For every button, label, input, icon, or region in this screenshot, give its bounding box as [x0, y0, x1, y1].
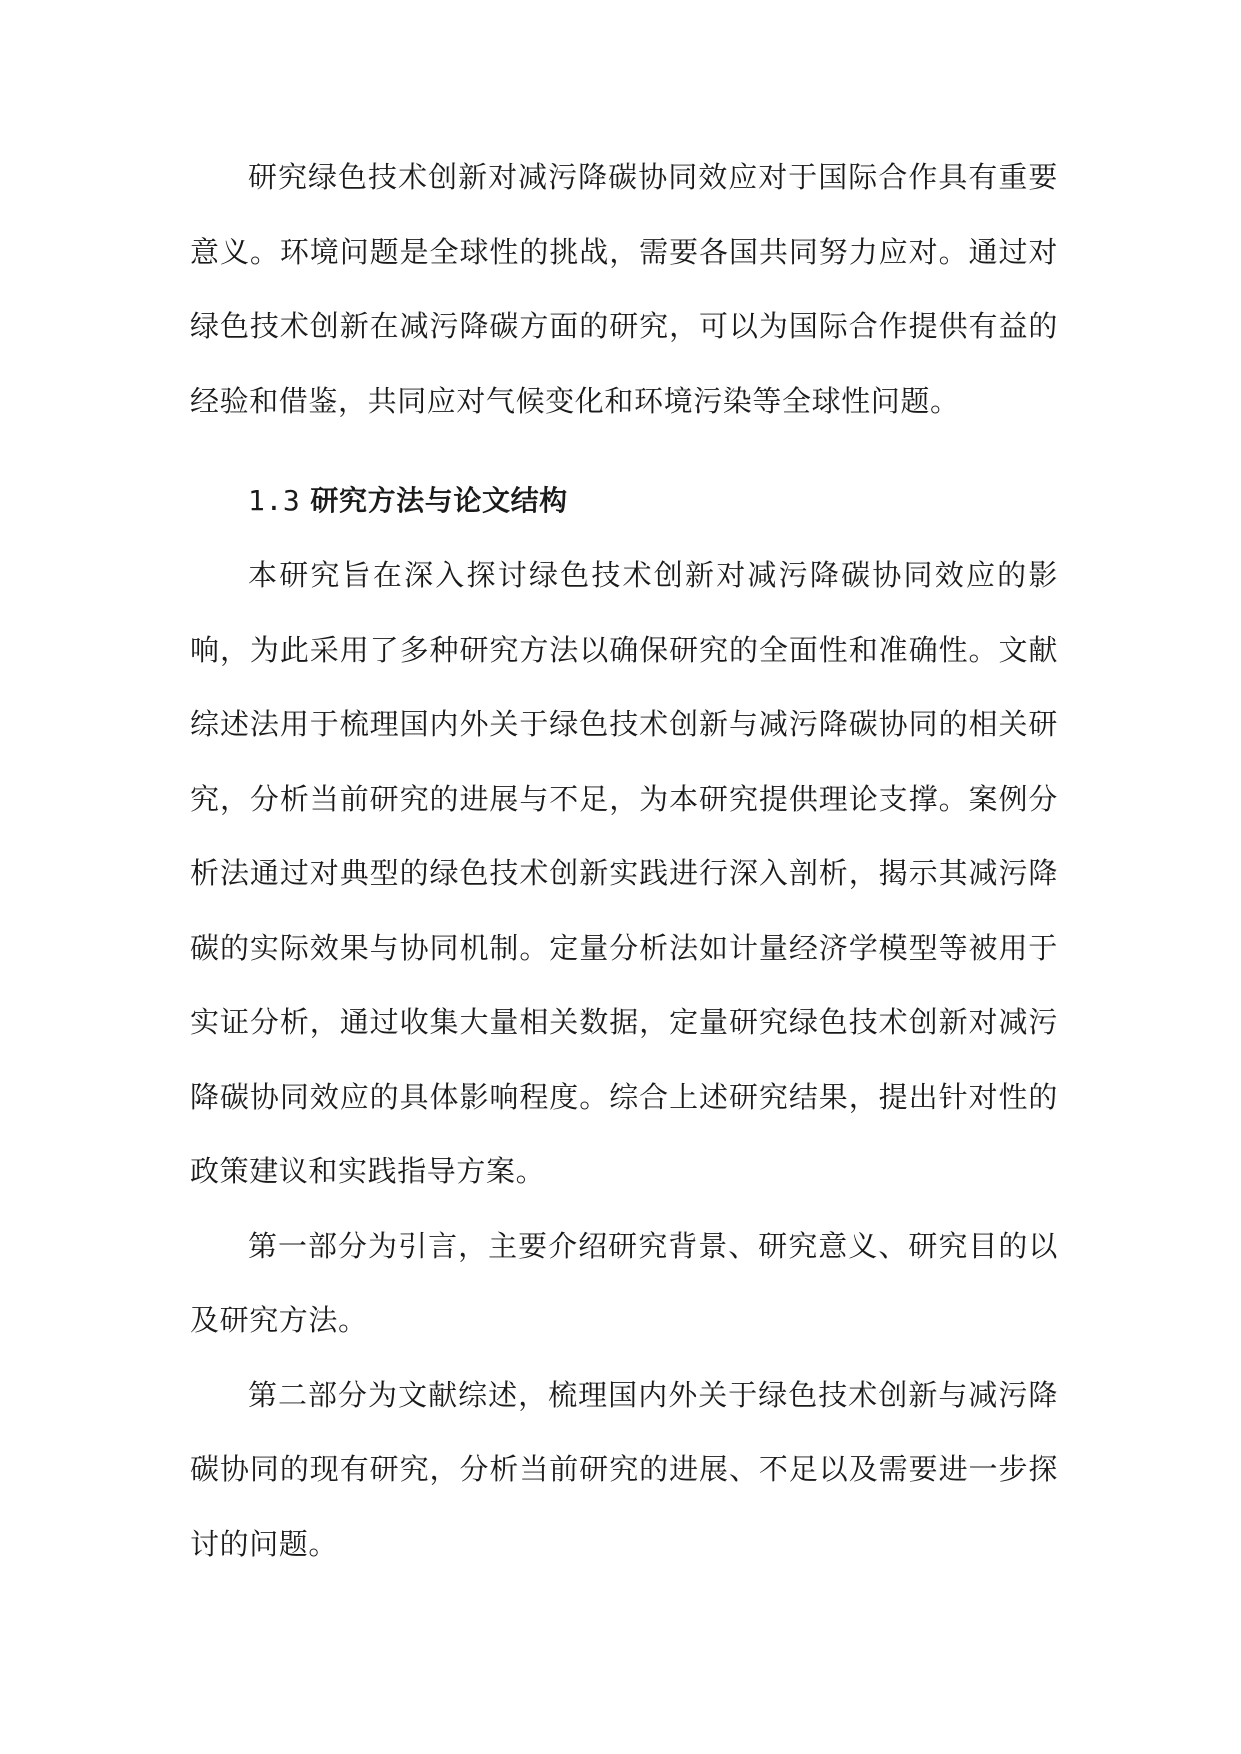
paragraph-part-two: 第二部分为文献综述，梳理国内外关于绿色技术创新与减污降碳协同的现有研究，分析当前研究的进展、不足以及需要进一步探讨的问题。 [190, 1377, 1058, 1561]
section-title: 研究方法与论文结构 [310, 484, 568, 517]
section-heading [190, 438, 1058, 538]
paragraph-part-one: 第一部分为引言，主要介绍研究背景、研究意义、研究目的以及研究方法。 [190, 1228, 1058, 1337]
section-number: 1.3 [248, 484, 301, 517]
document-body [190, 140, 1058, 1581]
paragraph-research-methods: 本研究旨在深入探讨绿色技术创新对减污降碳协同效应的影响，为此采用了多种研究方法以确保研究的全面性和准确性。文献综述法用于梳理国内外关于绿色技术创新与减污降碳协同的相关研究，分析当前研究的进展与不足，为本研究提供理论支撑。案例分析法通过对典型的绿色技术创新实践进行深入剖析，揭示其减污降碳的实际效果与协同机制。定量分析法如计量经济学模型等被用于实证分析，通过收集大量相关数据，定量研究绿色技术创新对减污降碳协同效应的具体影响程度。综合上述研究结果，提出针对性的政策建议和实践指导方案。 [190, 558, 1058, 1188]
paragraph-international-cooperation: 研究绿色技术创新对减污降碳协同效应对于国际合作具有重要意义。环境问题是全球性的挑战，需要各国共同努力应对。通过对绿色技术创新在减污降碳方面的研究，可以为国际合作提供有益的经验和借鉴，共同应对气候变化和环境污染等全球性问题。 [190, 160, 1058, 418]
